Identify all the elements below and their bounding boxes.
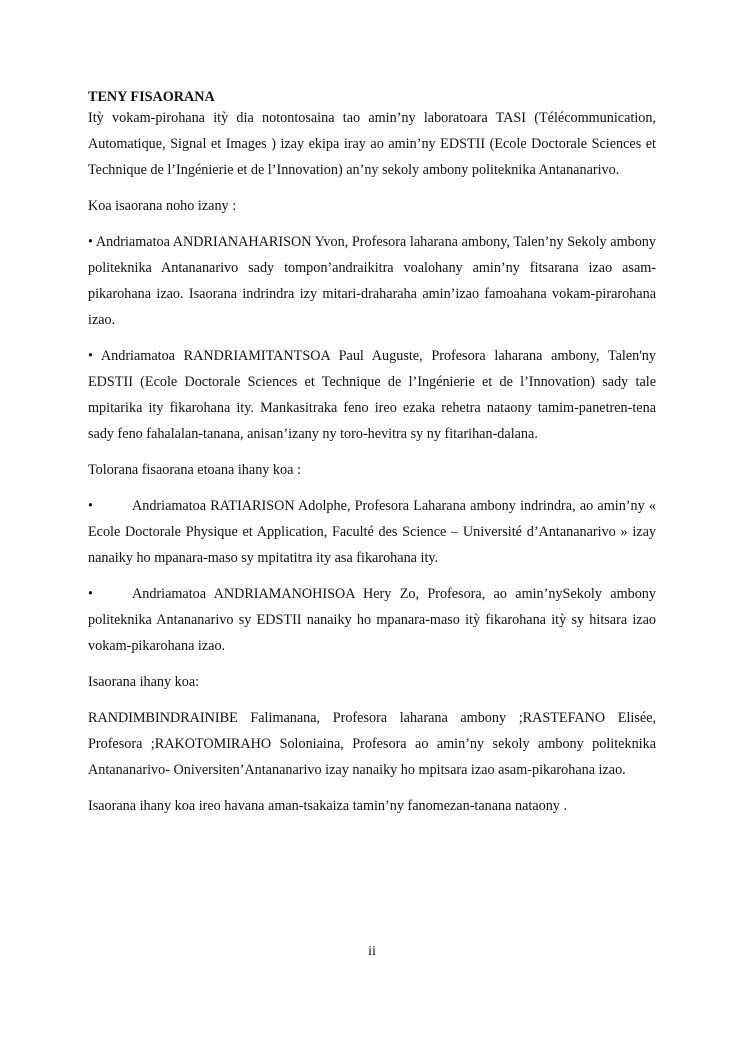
bullet: •	[88, 498, 93, 514]
isaorana-ihany-paragraph: Isaorana ihany koa:	[88, 674, 200, 690]
intro-paragraph: Itỳ vokam-pirohana itỳ dia notontosaina tao amin’ny laboratoara TASI (Télécommunication, Automatique, Signal et Images ) izay ekipa iray ao amin’ny EDSTII (Ecole Doctorale Sciences et Technique de l’Ingénierie et de l’Innovation) an’ny sekoly ambony politeknika Antananarivo.	[88, 110, 656, 178]
document-body	[88, 87, 656, 819]
members-paragraph: RANDIMBINDRAINIBE Falimanana, Profesora laharana ambony ;RASTEFANO Elisée, Profesora ;RAKOTOMIRAHO Soloniaina, Profesora ao amin’ny sekoly ambony politeknika Antananarivo- Oniversiten’Antananarivo izay nanaiky ho mpitsara izao asam-pikarohana izao.	[88, 710, 656, 778]
tolorana-paragraph: Tolorana fisaorana etoana ihany koa :	[88, 462, 301, 478]
andriamanohisoa-text: Andriamatoa ANDRIAMANOHISOA Hery Zo, Profesora, ao amin’nySekoly ambony politeknika Antananarivo sy EDSTII nanaiky ho mpanara-maso itỳ fikarohana itỳ sy hitsara izao vokam-pikarohana izao.	[88, 586, 656, 654]
ratiarison-paragraph	[88, 493, 656, 571]
koa-isaorana-paragraph: Koa isaorana noho izany :	[88, 198, 237, 214]
page-number: ii	[368, 944, 376, 959]
ratiarison-text: Andriamatoa RATIARISON Adolphe, Profesora Laharana ambony indrindra, ao amin’ny « Ecole Doctorale Physique et Application, Faculté des Science – Université d’Antananarivo » izay nanaiky ho mpanara-maso sy mpitatitra ity asa fikarohana ity.	[88, 498, 656, 566]
randriamitantsoa-paragraph: • Andriamatoa RANDRIAMITANTSOA Paul Auguste, Profesora laharana ambony, Talen'ny EDSTII (Ecole Doctorale Sciences et Technique de l’Ingénierie et de l’Innovation) sady tale mpitarika ity fikarohana ity. Mankasitraka feno ireo ezaka rehetra nataony tamim-panetren-tena sady feno fahalalan-tanana, anisan’izany ny toro-hevitra sy ny fitarihan-dalana.	[88, 348, 656, 442]
andriamanohisoa-paragraph	[88, 581, 656, 659]
andrianaharison-paragraph: • Andriamatoa ANDRIANAHARISON Yvon, Profesora laharana ambony, Talen’ny Sekoly ambony politeknika Antananarivo sady tompon’andraikitra voalohany amin’ny fitsarana izao asam-pikarohana izao. Isaorana indrindra izy mitari-draharaha amin’izao famoahana vokam-pirarohana izao.	[88, 234, 656, 328]
closing-paragraph: Isaorana ihany koa ireo havana aman-tsakaiza tamin’ny fanomezan-tanana nataony .	[88, 798, 567, 814]
page-heading: TENY FISAORANA	[88, 89, 215, 105]
bullet: •	[88, 586, 93, 602]
